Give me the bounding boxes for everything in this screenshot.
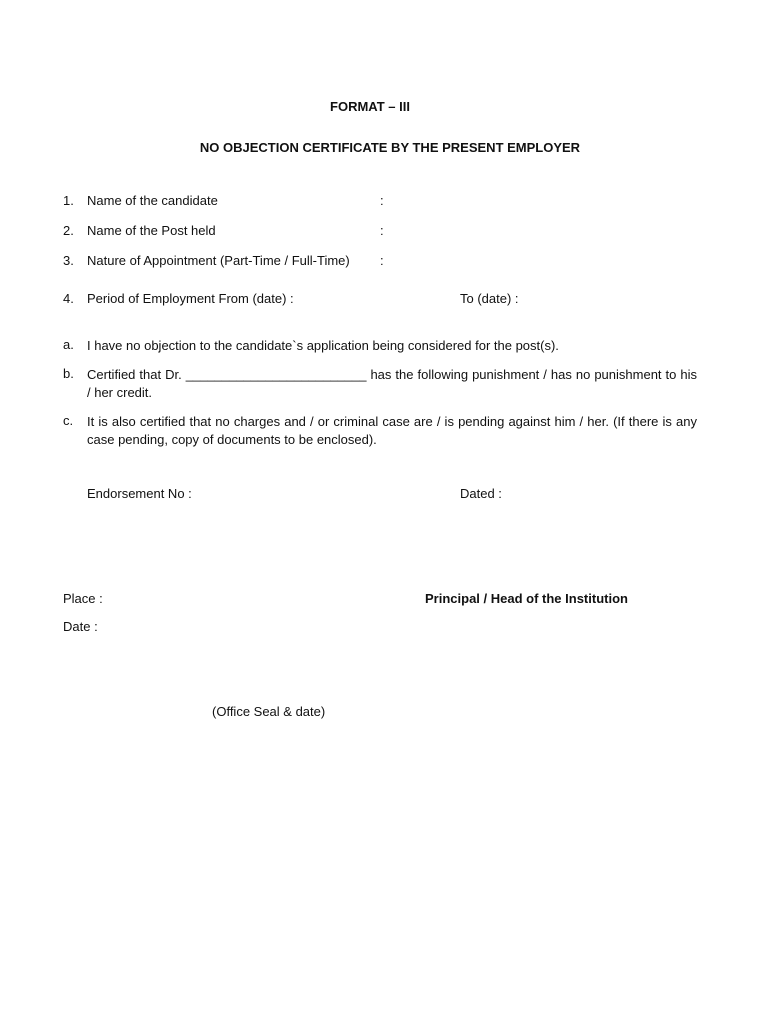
field-number: 1. xyxy=(63,193,74,208)
statement-marker: b. xyxy=(63,366,74,381)
date-label: Date : xyxy=(63,619,98,634)
field-separator: : xyxy=(380,223,384,238)
statement-text: I have no objection to the candidate`s application being considered for the post(s). xyxy=(87,338,559,353)
field-separator: : xyxy=(380,253,384,268)
statement-marker: c. xyxy=(63,413,74,428)
endorsement-label: Endorsement No : xyxy=(87,486,192,501)
statement-text: It is also certified that no charges and / or criminal case are / is pending against him / her. (If there is any case pending, copy of documents to be enclosed). xyxy=(87,414,697,447)
field-label-candidate-name: Name of the candidate xyxy=(87,193,218,208)
field-number: 4. xyxy=(63,291,74,306)
period-to-label: To (date) : xyxy=(460,291,519,306)
field-label-nature-of-appointment: Nature of Appointment (Part-Time / Full-Time) xyxy=(87,253,350,268)
statement-text: Certified that Dr. _________________________ has the following punishment / has no punishment to his / her credit. xyxy=(87,367,697,400)
place-label: Place : xyxy=(63,591,103,606)
dated-label: Dated : xyxy=(460,486,502,501)
office-seal-note: (Office Seal & date) xyxy=(212,704,326,719)
field-label-post-held: Name of the Post held xyxy=(87,223,216,238)
page-title: NO OBJECTION CERTIFICATE BY THE PRESENT EMPLOYER xyxy=(199,140,581,155)
format-label: FORMAT – III xyxy=(330,99,410,114)
field-number: 3. xyxy=(63,253,74,268)
signatory-label: Principal / Head of the Institution xyxy=(425,591,628,606)
period-from-label: Period of Employment From (date) : xyxy=(87,291,294,306)
statement-marker: a. xyxy=(63,337,74,352)
field-number: 2. xyxy=(63,223,74,238)
field-separator: : xyxy=(380,193,384,208)
